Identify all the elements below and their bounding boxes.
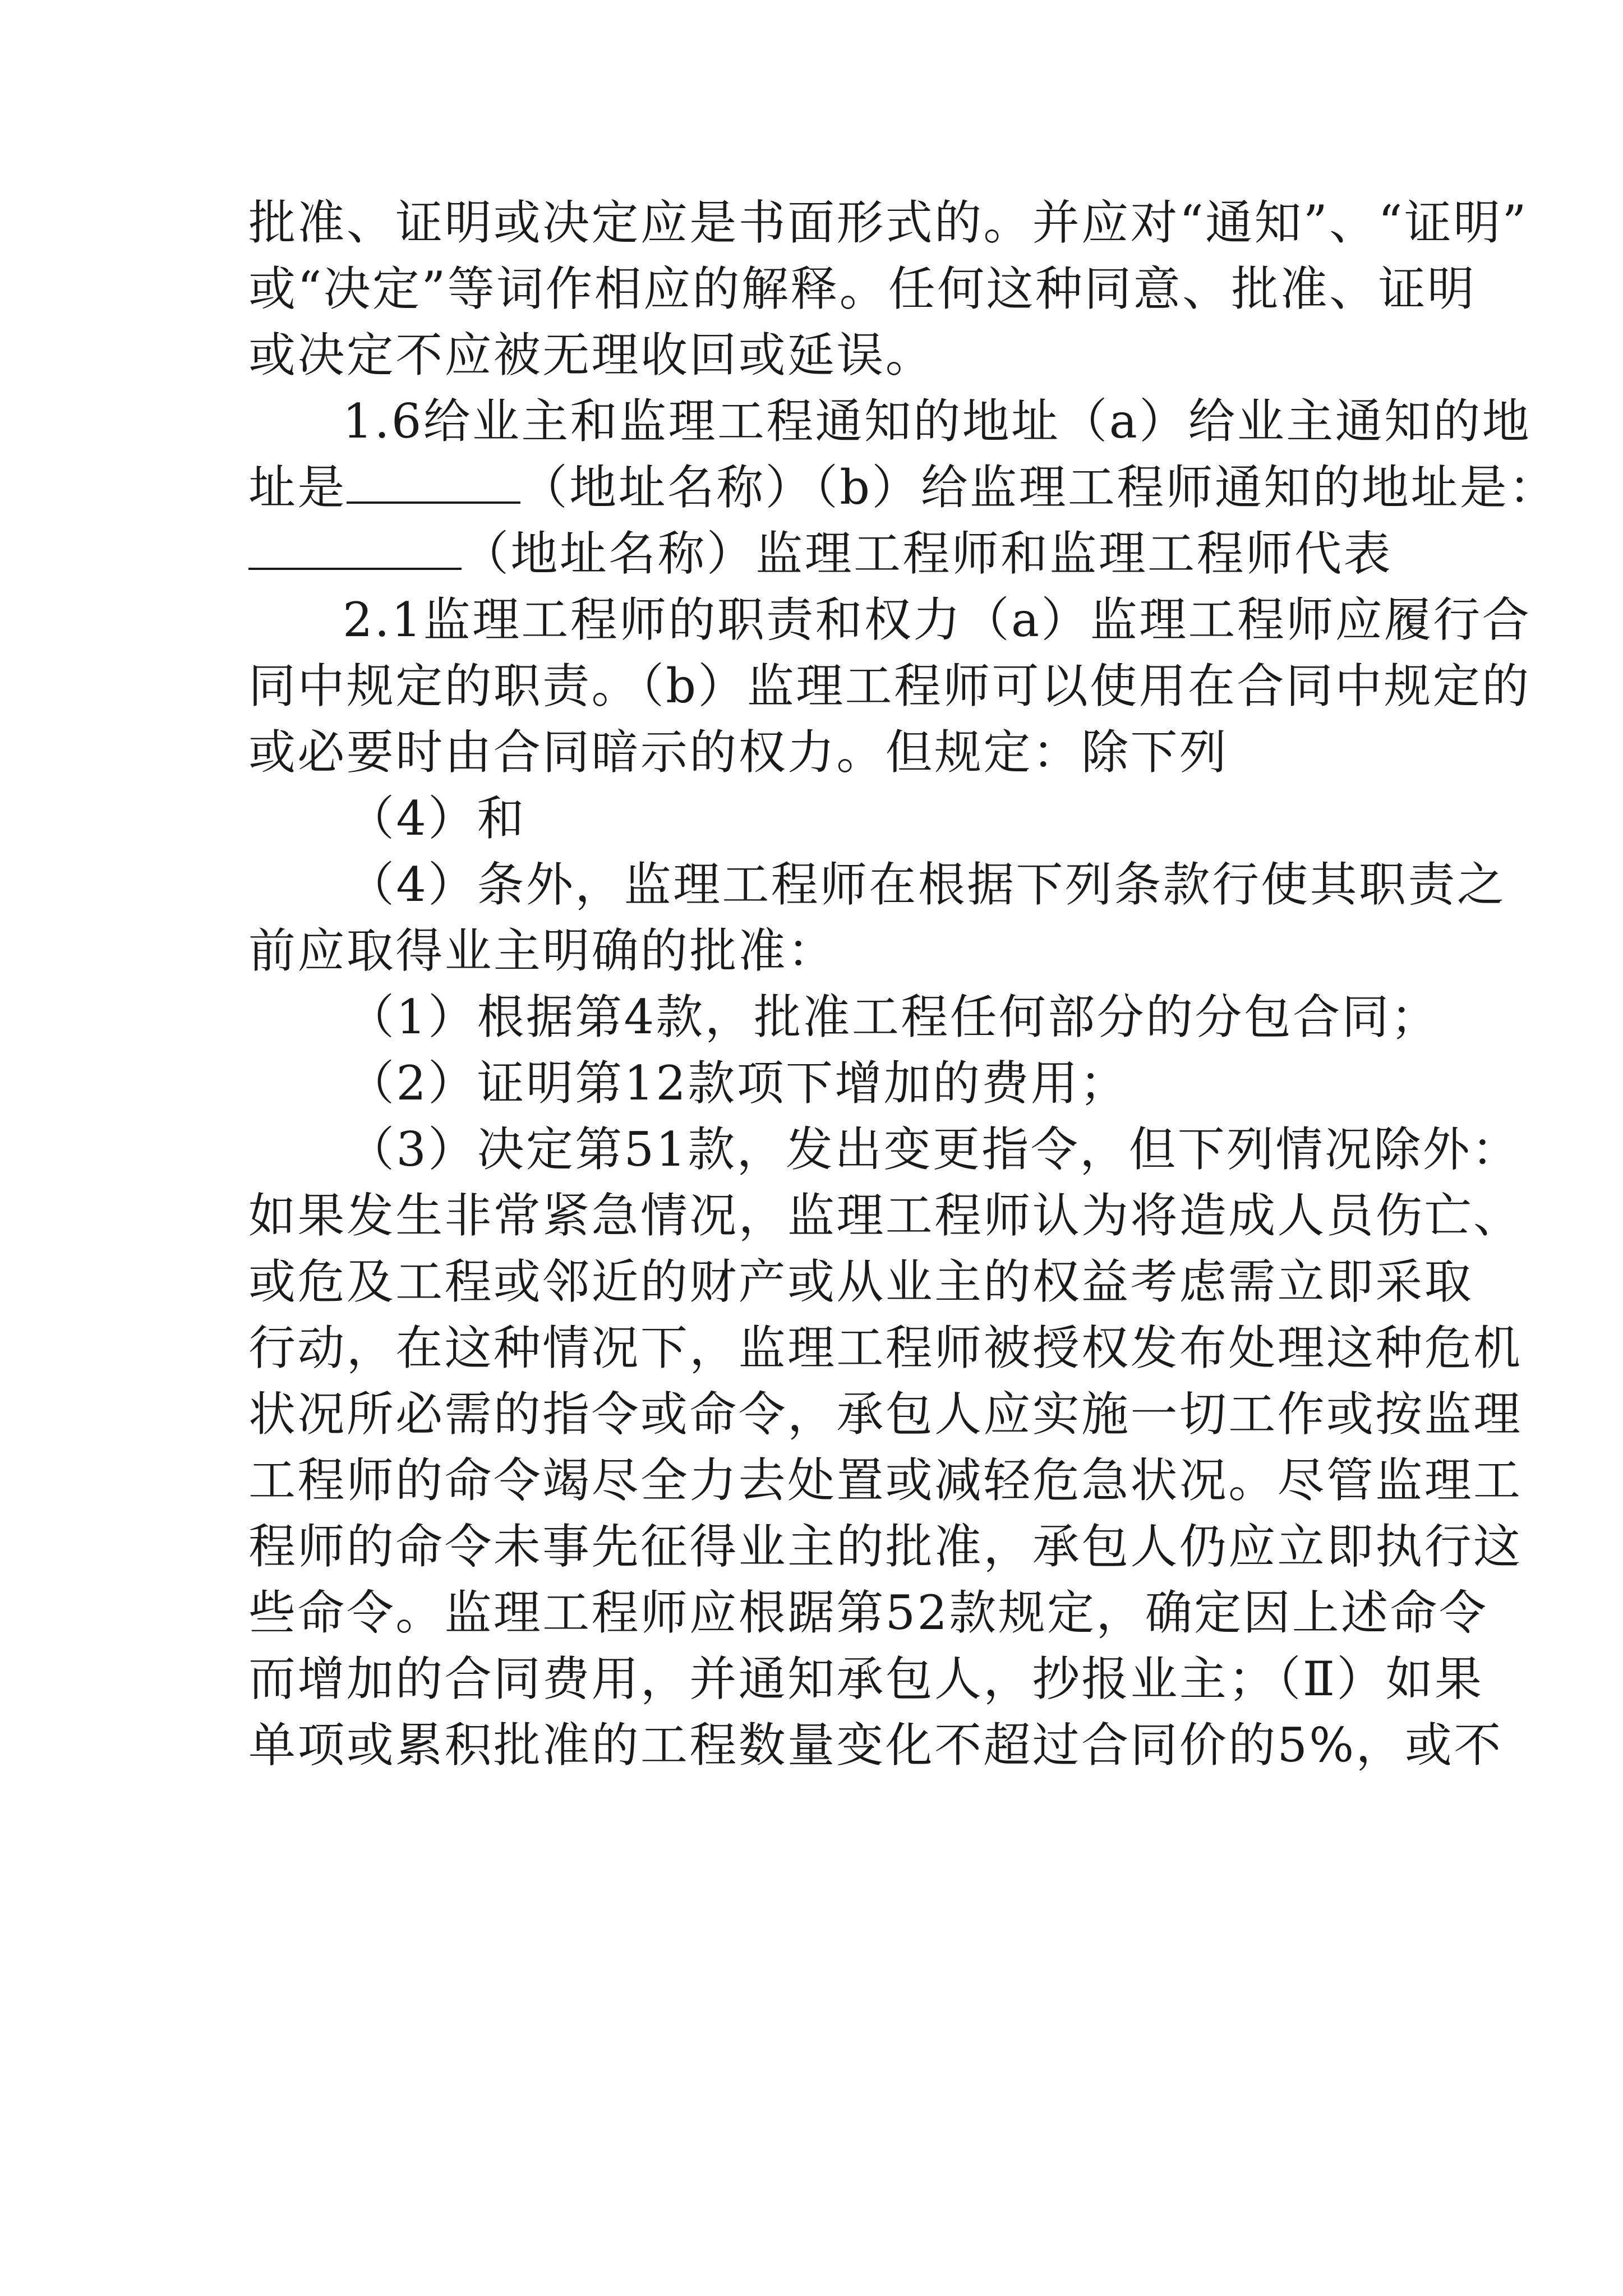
text-line: 同中规定的职责。（b）监理工程师可以使用在合同中规定的 — [248, 659, 1531, 714]
text-line: 工程师的命令竭尽全力去处置或减轻危急状况。尽管监理工 — [248, 1453, 1523, 1508]
document-page — [248, 190, 1558, 1778]
text-line: 而增加的合同费用，并通知承包人，抄报业主；（Ⅱ）如果 — [248, 1651, 1484, 1706]
text-line: 如果发生非常紧急情况，监理工程师认为将造成人员伤亡、 — [248, 1188, 1523, 1243]
text-segment: （地址名称）（b）给监理工程师通知的地址是： — [520, 460, 1558, 515]
text-line-with-blank — [248, 521, 1393, 587]
text-line: 些命令。监理工程师应根踞第52款规定，确定因上述命令 — [248, 1585, 1488, 1640]
text-line: 前应取得业主明确的批准： — [248, 923, 837, 978]
text-line: 2.1监理工程师的职责和权力（a）监理工程师应履行合 — [343, 592, 1532, 647]
text-line: 单项或累积批准的工程数量变化不超过合同价的5%，或不 — [248, 1718, 1503, 1773]
text-line: 程师的命令未事先征得业主的批准，承包人仍应立即执行这 — [248, 1519, 1523, 1574]
text-line: （2）证明第12款项下增加的费用； — [347, 1056, 1129, 1111]
text-line: 1.6给业主和监理工程通知的地址（a）给业主通知的地 — [343, 394, 1532, 449]
fill-in-blank — [347, 462, 520, 504]
text-line: 或危及工程或邻近的财产或从业主的权益考虑需立即采取 — [248, 1254, 1474, 1309]
text-line: 或决定不应被无理收回或延误。 — [248, 328, 935, 383]
text-line: （3）决定第51款，发出变更指令，但下列情况除外： — [347, 1122, 1521, 1177]
text-line: 批准、证明或决定应是书面形式的。并应对“通知”、“证明” — [248, 195, 1528, 250]
text-line: （4）条外，监理工程师在根据下列条款行使其职责之 — [347, 857, 1506, 912]
text-segment: （地址名称）监理工程师和监理工程师代表 — [462, 526, 1393, 581]
text-segment: 址是 — [248, 460, 347, 515]
text-line: 状况所必需的指令或命令，承包人应实施一切工作或按监理 — [248, 1387, 1523, 1442]
text-line: （1）根据第4款，批准工程任何部分的分包合同； — [347, 990, 1440, 1045]
text-line: 或“决定”等词作相应的解释。任何这种同意、批准、证明 — [248, 261, 1477, 316]
text-line: （4）和 — [347, 791, 526, 846]
fill-in-blank — [248, 528, 462, 570]
text-line: 行动，在这种情况下，监理工程师被授权发布处理这种危机 — [248, 1320, 1523, 1375]
text-line: 或必要时由合同暗示的权力。但规定：除下列 — [248, 725, 1229, 780]
text-line-with-blank — [248, 454, 1558, 521]
